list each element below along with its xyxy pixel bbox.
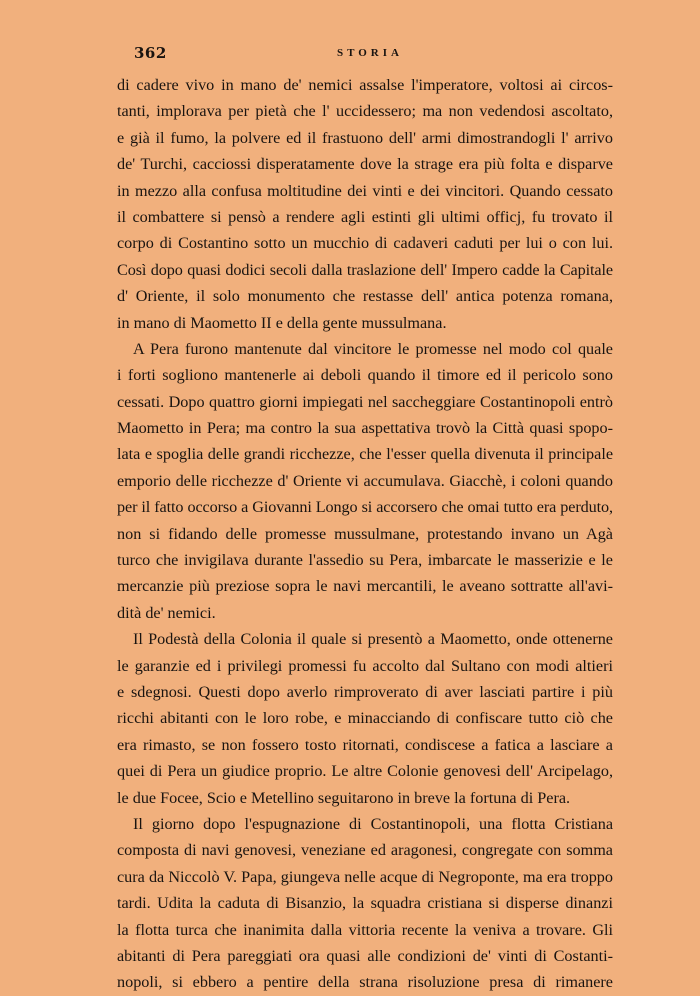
running-head: STORIA bbox=[337, 47, 403, 59]
text-line: nopoli, si ebbero a pentire della strana risoluzione presa di rimanere bbox=[117, 973, 613, 992]
text-line: composta di navi genovesi, veneziane ed aragonesi, congregate con somma bbox=[117, 841, 613, 860]
text-line: il combattere si pensò a rendere agli estinti gli ultimi officj, fu trovato il bbox=[117, 207, 613, 226]
text-line: turco che invigilava durante l'assedio su Pera, imbarcate le masserizie e le bbox=[117, 551, 613, 570]
text-line: Il Podestà della Colonia il quale si presentò a Maometto, onde ottenerne bbox=[133, 630, 613, 649]
paragraph bbox=[117, 811, 613, 996]
text-line: i forti sogliono mantenerle ai deboli quando il timore ed il pericolo sono bbox=[117, 366, 613, 385]
paragraph bbox=[117, 72, 613, 336]
text-line: di cadere vivo in mano de' nemici assalse l'imperatore, voltosi ai circos- bbox=[117, 76, 613, 94]
paragraph bbox=[117, 626, 613, 811]
text-line: in mezzo alla confusa moltitudine dei vinti e dei vincitori. Quando cessato bbox=[117, 181, 613, 200]
text-line: e già il fumo, la polvere ed il frastuono dell' armi dimostrandogli l' arrivo bbox=[117, 128, 613, 147]
text-line: ricchi abitanti con le loro robe, e minacciando di confiscare tutto ciò che bbox=[117, 709, 613, 728]
text-line: de' Turchi, cacciossi disperatamente dove la strage era più folta e disparve bbox=[117, 155, 613, 174]
text-line: dità de' nemici. bbox=[117, 603, 216, 622]
text-line: tanti, implorava per pietà che l' uccidessero; ma non vedendosi ascoltato, bbox=[117, 102, 613, 121]
text-line: le due Focee, Scio e Metellino seguitarono in breve la fortuna di Pera. bbox=[117, 788, 571, 807]
text-line: era rimasto, se non fossero tosto ritornati, condiscese a fatica a lasciare a bbox=[117, 735, 613, 754]
text-line: in mano di Maometto II e della gente mussulmana. bbox=[117, 313, 447, 332]
text-line: la flotta turca che inanimita dalla vittoria recente la veniva a trovare. Gli bbox=[117, 920, 613, 939]
text-line: quei di Pera un giudice proprio. Le altre Colonie genovesi dell' Arcipelago, bbox=[117, 762, 613, 781]
body-text bbox=[117, 72, 613, 996]
text-line: per il fatto occorso a Giovanni Longo si accorsero che omai tutto era perduto, bbox=[117, 498, 613, 517]
text-line: Così dopo quasi dodici secoli dalla traslazione dell' Impero cadde la Capitale bbox=[117, 260, 613, 279]
text-line: Il giorno dopo l'espugnazione di Costantinopoli, una flotta Cristiana bbox=[133, 814, 613, 833]
text-line: abitanti di Pera pareggiati ora quasi alle condizioni de' vinti di Costanti- bbox=[117, 946, 613, 965]
text-line: le garanzie ed i privilegi promessi fu accolto dal Sultano con modi altieri bbox=[117, 656, 613, 675]
text-line: tardi. Udita la caduta di Bisanzio, la squadra cristiana si disperse dinanzi bbox=[117, 894, 613, 913]
text-line: lata e spoglia delle grandi ricchezze, che l'esser quella divenuta il principale bbox=[117, 445, 613, 464]
text-line: emporio delle ricchezze d' Oriente vi accumulava. Giacchè, i coloni quando bbox=[117, 471, 613, 490]
text-line: cura da Niccolò V. Papa, giungeva nelle acque di Negroponte, ma era troppo bbox=[117, 867, 613, 886]
text-line: non si fidando delle promesse mussulmane, protestando invano un Agà bbox=[117, 524, 613, 543]
page-number: 362 bbox=[134, 44, 167, 62]
text-line: mercanzie più preziose sopra le navi mercantili, le aveano sottratte all'avi- bbox=[117, 577, 613, 596]
text-line: cessati. Dopo quattro giorni impiegati nel saccheggiare Costantinopoli entrò bbox=[117, 392, 613, 411]
text-line: corpo di Costantino sotto un mucchio di cadaveri caduti per lui o con lui. bbox=[117, 234, 613, 253]
text-line: Maometto in Pera; ma contro la sua aspettativa trovò la Città quasi spopo- bbox=[117, 419, 613, 438]
paragraph bbox=[117, 336, 613, 626]
page-header bbox=[117, 44, 613, 68]
text-line: A Pera furono mantenute dal vincitore le promesse nel modo col quale bbox=[133, 339, 613, 358]
text-line: e sdegnosi. Questi dopo averlo rimproverato di aver lasciati partire i più bbox=[117, 682, 613, 701]
text-line: d' Oriente, il solo monumento che restasse dell' antica potenza romana, bbox=[117, 287, 613, 306]
